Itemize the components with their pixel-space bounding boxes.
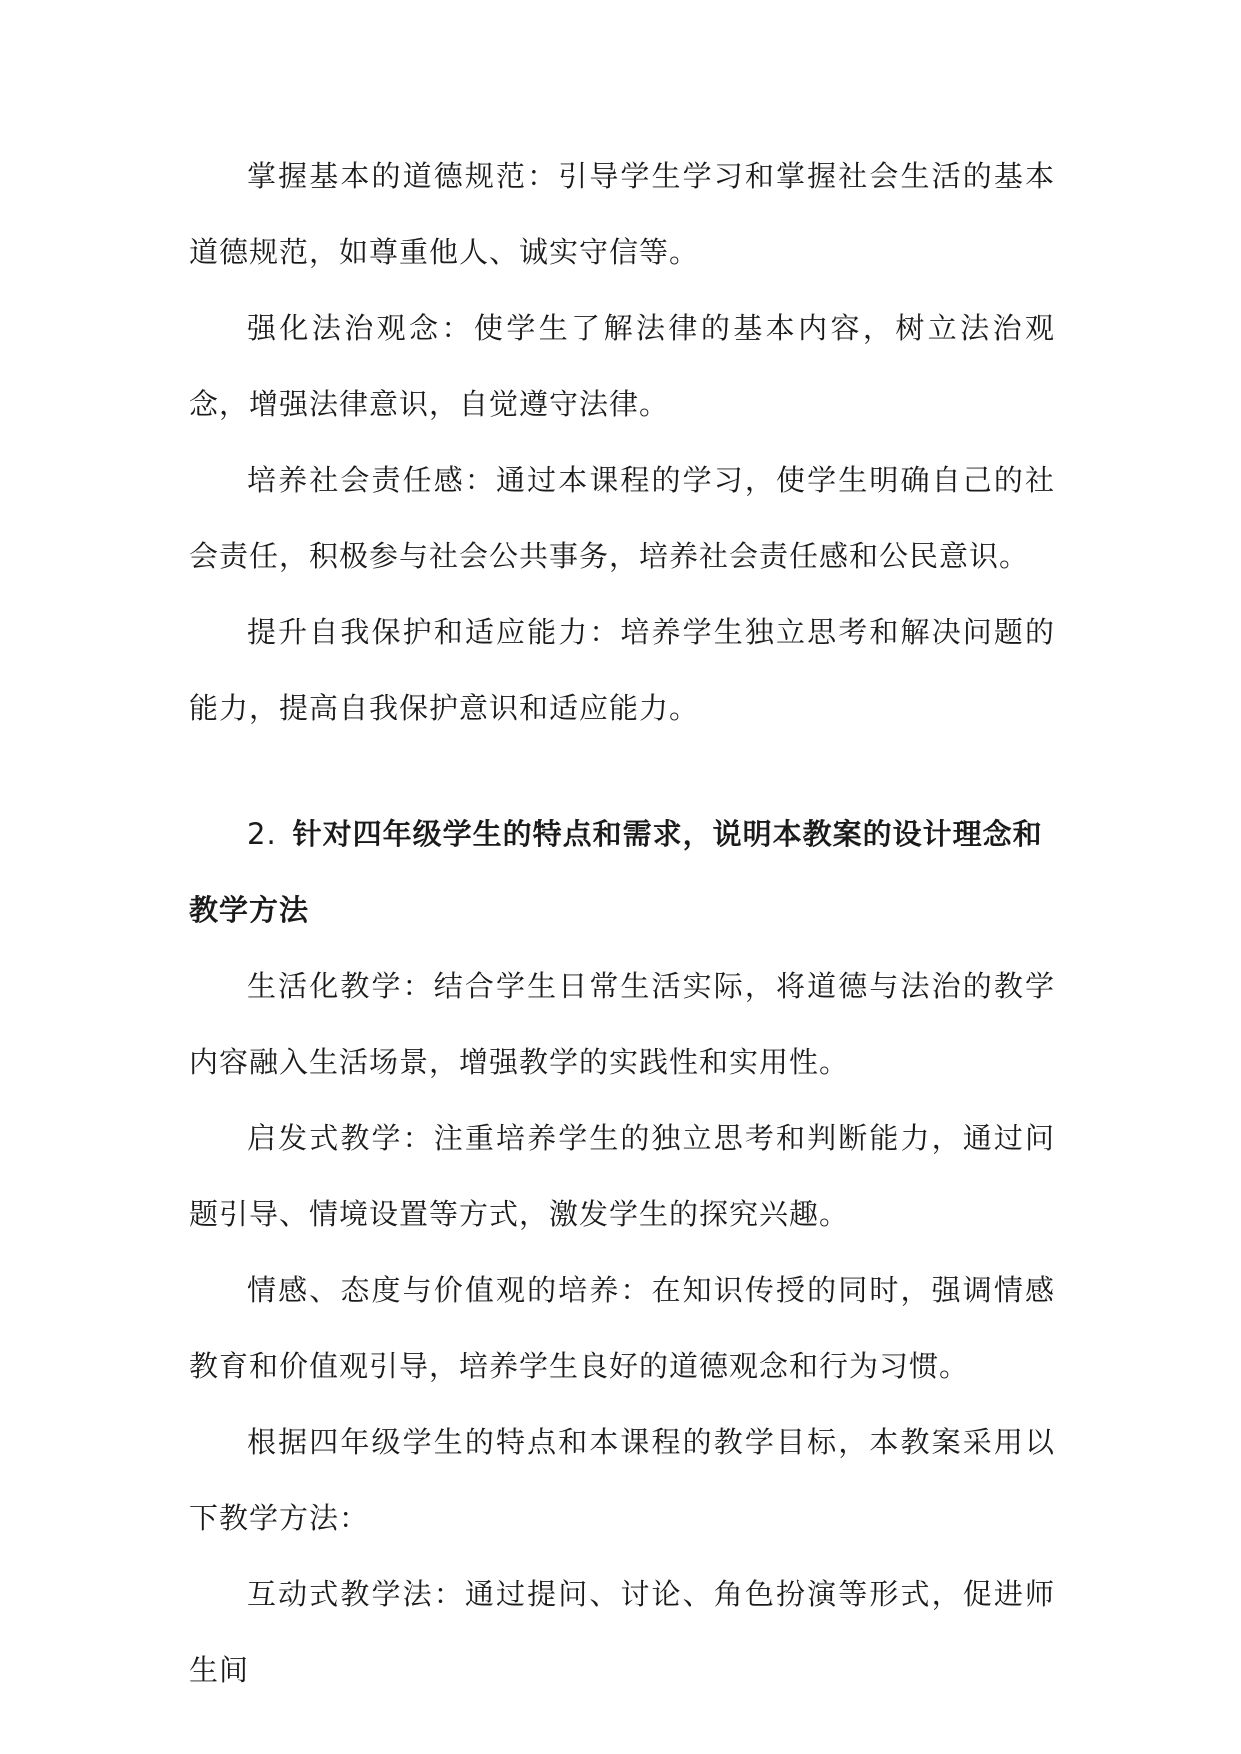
paragraph-values-cultivation: 情感、态度与价值观的培养：在知识传授的同时，强调情感教育和价值观引导，培养学生良好的道德观念和行为习惯。 [189,1273,1055,1383]
paragraph-moral-norms: 掌握基本的道德规范：引导学生学习和掌握社会生活的基本道德规范，如尊重他人、诚实守信等。 [189,159,1055,269]
section-heading [189,796,1055,948]
paragraph-heuristic-teaching: 启发式教学：注重培养学生的独立思考和判断能力，通过问题引导、情境设置等方式，激发学生的探究兴趣。 [189,1121,1055,1231]
paragraph-life-teaching: 生活化教学：结合学生日常生活实际，将道德与法治的教学内容融入生活场景，增强教学的实践性和实用性。 [189,969,1055,1079]
paragraph-interactive-method: 互动式教学法：通过提问、讨论、角色扮演等形式，促进师生间 [189,1577,1055,1687]
paragraph-self-protection: 提升自我保护和适应能力：培养学生独立思考和解决问题的能力，提高自我保护意识和适应能力。 [189,615,1055,725]
paragraph-social-responsibility: 培养社会责任感：通过本课程的学习，使学生明确自己的社会责任，积极参与社会公共事务，培养社会责任感和公民意识。 [189,463,1055,573]
section-number: 2. [247,817,277,851]
section-title: 针对四年级学生的特点和需求，说明本教案的设计理念和教学方法 [189,817,1043,927]
paragraph-rule-of-law: 强化法治观念：使学生了解法律的基本内容，树立法治观念，增强法律意识，自觉遵守法律。 [189,311,1055,421]
page-content [189,138,1055,1708]
paragraph-methods-intro: 根据四年级学生的特点和本课程的教学目标，本教案采用以下教学方法： [189,1425,1055,1535]
